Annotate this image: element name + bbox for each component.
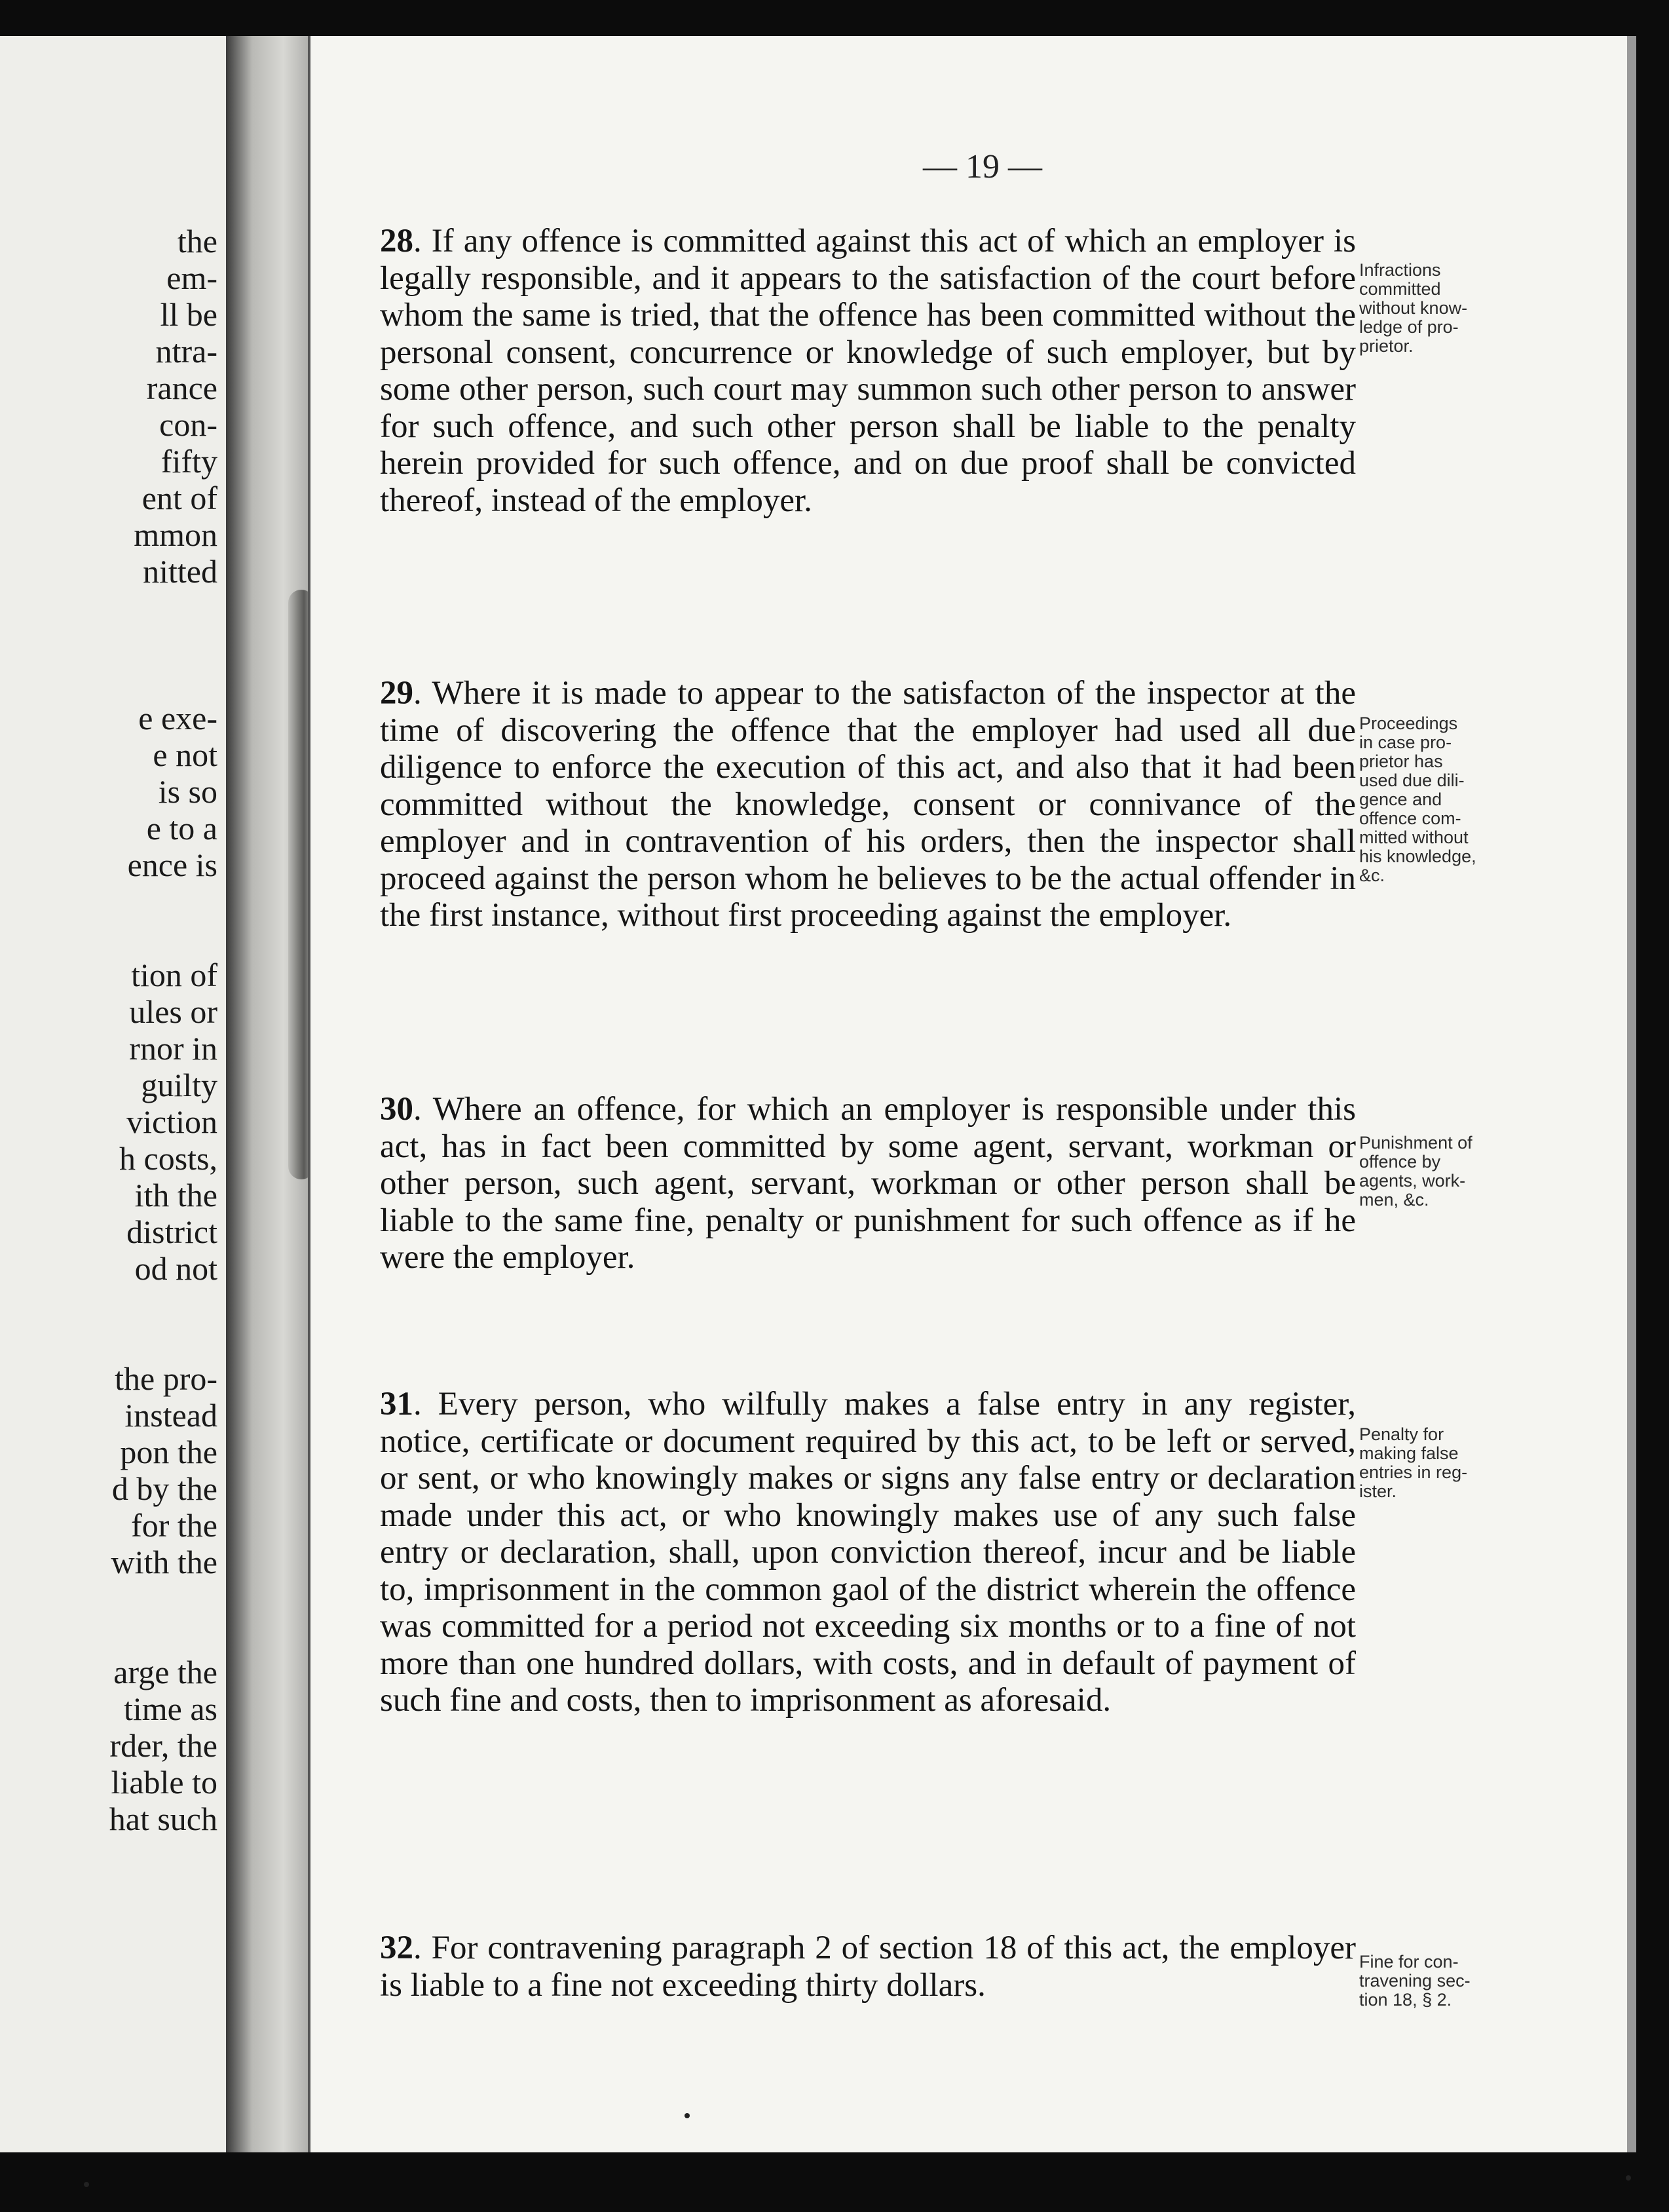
margin-note-30: [1359, 1134, 1523, 1210]
left-page-fragment: hat such: [109, 1801, 217, 1837]
margin-note-line: prietor has: [1359, 752, 1443, 771]
section-text: . For contravening paragraph 2 of section 18 of this act, the employer is liable to a fine not exceeding thirty dollars.: [380, 1930, 1356, 2004]
scan-speck: [1626, 2175, 1631, 2181]
left-page-fragment: fifty: [160, 443, 217, 480]
margin-note-32: [1359, 1953, 1523, 2010]
left-page-fragment: the: [177, 223, 217, 259]
left-page-fragment: ules or: [129, 993, 217, 1030]
left-page-fragment: viction: [126, 1103, 217, 1140]
margin-note-line: in case pro-: [1359, 733, 1452, 752]
margin-note-line: gence and: [1359, 790, 1442, 809]
left-page-fragment: nitted: [143, 553, 217, 590]
left-page-fragment: for the: [131, 1507, 217, 1544]
section-32-paragraph: [380, 1930, 1356, 2004]
left-page-fragment: ntra-: [155, 333, 217, 370]
section-number: 29: [380, 675, 413, 712]
left-page-fragment: mmon: [134, 516, 217, 553]
left-page-fragment: ll be: [160, 296, 217, 333]
section-30-paragraph: [380, 1091, 1356, 1276]
margin-note-line: Fine for con-: [1359, 1952, 1459, 1972]
left-page-fragment: rance: [146, 370, 217, 406]
left-page-fragment: tion of: [131, 957, 217, 993]
section-text: . Every person, who wilfully makes a false entry in any register, notice, certificate or document required by this act, to be left or served, or sent, or who knowingly makes or signs any false entry or declaration made under this act, or who knowingly makes use of any such false entry or declaration, shall, upon conviction thereof, incur and be liable to, imprisonment in the common gaol of the district wherein the offence was committed for a period not exceeding six months or to a fine of not more than one hundred dollars, with costs, and in default of payment of such fine and costs, then to imprisonment as aforesaid.: [380, 1386, 1356, 1719]
section-text: . If any offence is committed against this act of which an employer is legally responsible, and it appears to the satisfaction of the court before whom the same is tried, that the offence has been committed without the personal consent, concurrence or knowledge of such employer, but by some other person, such court may summon such other person to answer for such offence, and such other person shall be liable to the penalty herein provided for such offence, and on due proof shall be convicted thereof, instead of the employer.: [380, 223, 1356, 519]
left-page-fragment: arge the: [113, 1654, 217, 1690]
left-page-fragment: rnor in: [129, 1030, 217, 1067]
left-page-fragment: h costs,: [119, 1140, 217, 1177]
left-page-fragment: e to a: [146, 810, 217, 847]
margin-note-line: Punishment of: [1359, 1133, 1472, 1153]
section-text: . Where an offence, for which an employer is responsible under this act, has in fact been committed by some agent, servant, workman or other person, such agent, servant, workman or other person shall be liable to the same fine, penalty or punishment for such offence as if he were the employer.: [380, 1091, 1356, 1276]
margin-note-line: tion 18, § 2.: [1359, 1990, 1452, 2010]
left-facing-page: [0, 36, 233, 2152]
margin-note-line: Infractions: [1359, 260, 1441, 280]
left-page-fragment: con-: [159, 406, 217, 443]
margin-note-line: his knowledge,: [1359, 847, 1476, 866]
left-page-fragment: time as: [123, 1690, 217, 1727]
left-page-fragment: ith the: [134, 1177, 217, 1213]
margin-note-line: making false: [1359, 1443, 1459, 1463]
scan-speck: [684, 2113, 690, 2118]
section-32: [380, 1930, 1356, 2004]
left-page-fragment: district: [126, 1213, 217, 1250]
section-28-paragraph: [380, 223, 1356, 519]
margin-note-line: &c.: [1359, 866, 1385, 885]
section-28: [380, 223, 1356, 519]
scan-speck: [84, 2182, 89, 2187]
margin-note-line: men, &c.: [1359, 1190, 1429, 1210]
margin-note-line: offence by: [1359, 1152, 1441, 1172]
margin-note-28: [1359, 261, 1523, 356]
left-page-fragment: e exe-: [138, 700, 217, 736]
left-page-fragment: guilty: [141, 1067, 217, 1103]
section-30: [380, 1091, 1356, 1276]
section-number: 30: [380, 1091, 413, 1128]
left-page-fragment: d by the: [111, 1470, 217, 1507]
margin-note-line: ledge of pro-: [1359, 317, 1459, 337]
section-text: . Where it is made to appear to the satisfacton of the inspector at the time of discovering the offence that the employer had used all due diligence to enforce the execution of this act, and also that it had been committed without the knowledge, consent or connivance of the employer and in contravention of his orders, then the inspector shall proceed against the person whom he believes to be the actual offender in the first instance, without first proceeding against the employer.: [380, 675, 1356, 934]
margin-note-line: used due dili-: [1359, 771, 1465, 790]
margin-note-line: entries in reg-: [1359, 1462, 1468, 1482]
margin-note-line: prietor.: [1359, 336, 1414, 356]
margin-note-29: [1359, 714, 1523, 885]
margin-note-line: Penalty for: [1359, 1424, 1444, 1444]
margin-note-line: travening sec-: [1359, 1971, 1471, 1991]
margin-note-31: [1359, 1425, 1523, 1501]
left-page-fragment: instead: [124, 1397, 217, 1434]
left-page-fragment: e not: [153, 736, 217, 773]
margin-note-line: offence com-: [1359, 809, 1461, 828]
section-29-paragraph: [380, 675, 1356, 934]
left-page-fragment: od not: [134, 1250, 217, 1287]
left-page-fragment: ent of: [141, 480, 217, 516]
margin-note-line: without know-: [1359, 298, 1468, 318]
section-31-paragraph: [380, 1386, 1356, 1719]
left-page-fragment: with the: [111, 1544, 217, 1580]
section-31: [380, 1386, 1356, 1719]
margin-note-line: mitted without: [1359, 828, 1469, 847]
margin-note-line: agents, work-: [1359, 1171, 1466, 1191]
section-number: 31: [380, 1386, 413, 1422]
margin-note-line: ister.: [1359, 1481, 1397, 1501]
left-page-fragment: the pro-: [115, 1360, 217, 1397]
section-29: [380, 675, 1356, 934]
section-number: 32: [380, 1930, 413, 1966]
left-page-fragment: em-: [166, 259, 217, 296]
left-page-fragment: is so: [158, 773, 217, 810]
left-page-fragment: rder, the: [109, 1727, 217, 1764]
page-number: — 19 —: [923, 148, 1042, 185]
section-number: 28: [380, 223, 413, 259]
left-page-fragment: ence is: [127, 847, 217, 883]
margin-note-line: committed: [1359, 279, 1441, 299]
margin-note-line: Proceedings: [1359, 714, 1458, 733]
left-page-fragment: pon the: [120, 1434, 217, 1470]
left-page-fragment: liable to: [111, 1764, 217, 1801]
